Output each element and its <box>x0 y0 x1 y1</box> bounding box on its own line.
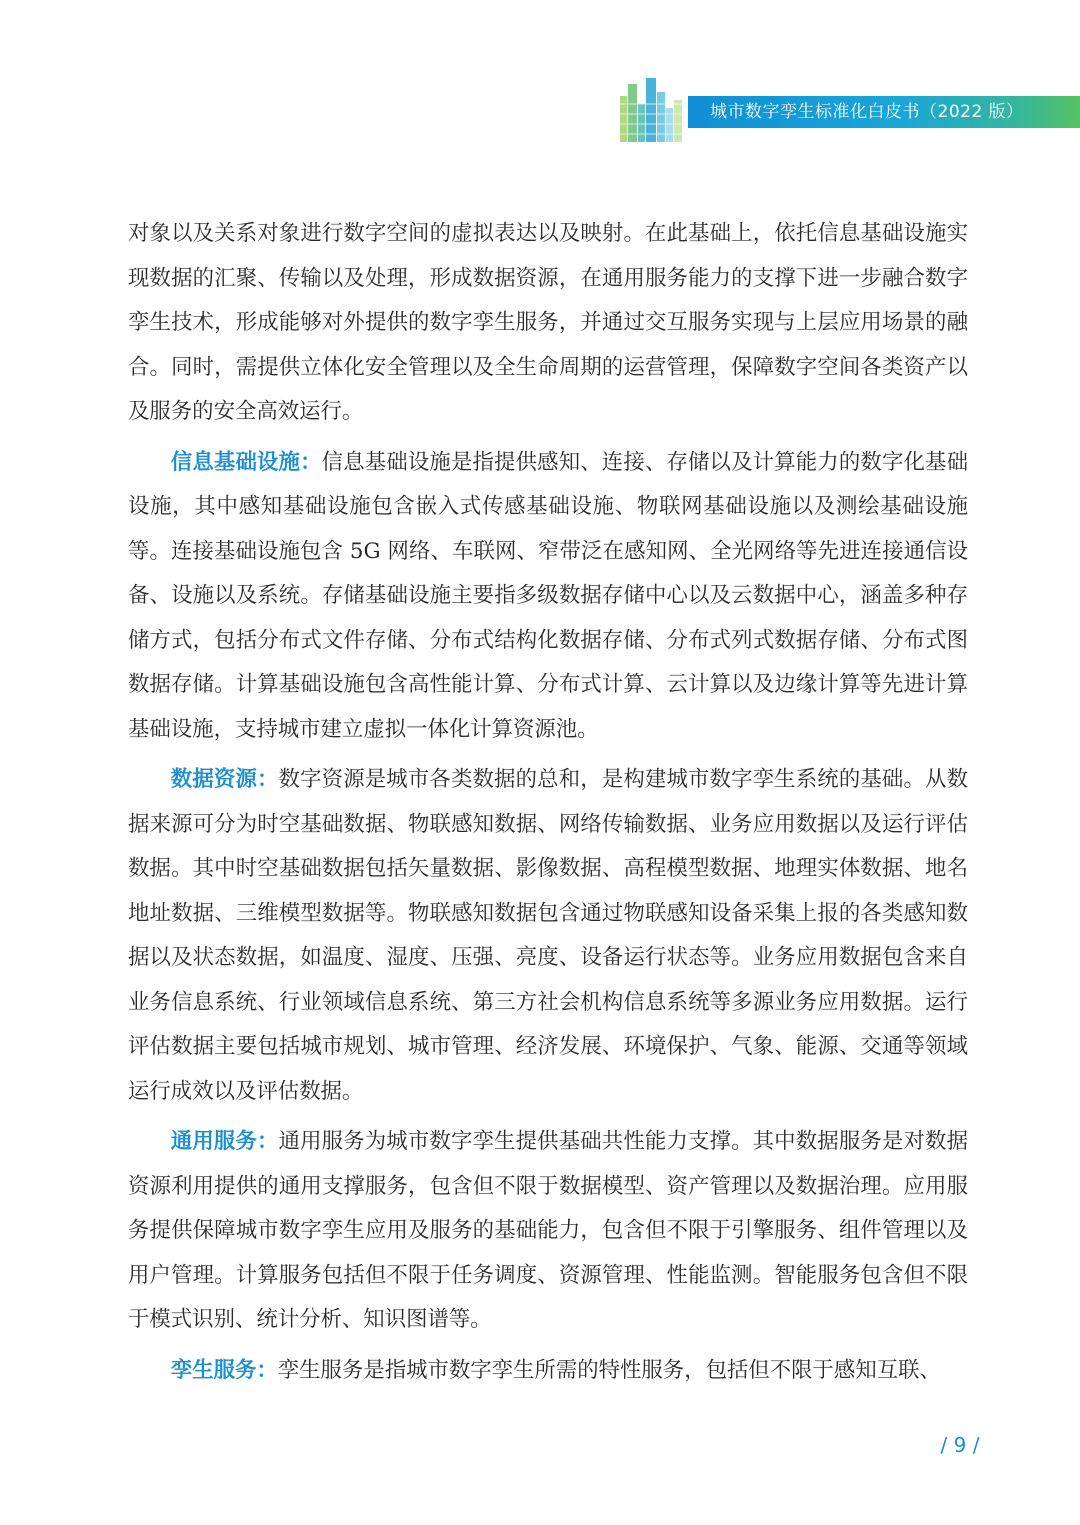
paragraph-term: 通用服务： <box>170 1129 279 1154</box>
paragraph-data-resources <box>128 758 968 1114</box>
document-body <box>128 212 968 1399</box>
paragraph-general-services <box>128 1120 968 1343</box>
paragraph-term: 孪生服务： <box>170 1357 278 1383</box>
paragraph-text: 数字资源是城市各类数据的总和，是构建城市数字孪生系统的基础。从数据来源可分为时空基础数据、物联感知数据、网络传输数据、业务应用数据以及运行评估数据。其中时空基础数据包括矢量数据、影像数据、高程模型数据、地理实体数据、地名地址数据、三维模型数据等。物联感知数据包含通过物联感知设备采集上报的各类感知数据以及状态数据，如温度、湿度、压强、亮度、设备运行状态等。业务应用数据包含来自业务信息系统、行业领域信息系统、第三方社会机构信息系统等多源业务应用数据。运行评估数据主要包括城市规划、城市管理、经济发展、环境保护、气象、能源、交通等领域运行成效以及评估数据。 <box>128 767 968 1104</box>
banner-title: 城市数字孪生标准化白皮书（2022 版） <box>710 102 1024 122</box>
header-banner <box>688 96 1080 128</box>
city-buildings-icon <box>618 74 690 142</box>
paragraph-intro-continuation <box>128 212 968 435</box>
paragraph-information-infrastructure <box>128 441 968 753</box>
paragraph-text: 通用服务为城市数字孪生提供基础共性能力支撑。其中数据服务是对数据资源利用提供的通用支撑服务，包含但不限于数据模型、资产管理以及数据治理。应用服务提供保障城市数字孪生应用及服务的基础能力，包含但不限于引擎服务、组件管理以及用户管理。计算服务包括但不限于任务调度、资源管理、性能监测。智能服务包含但不限于模式识别、统计分析、知识图谱等。 <box>128 1129 968 1332</box>
paragraph-twin-services <box>128 1349 968 1394</box>
paragraph-text: 信息基础设施是指提供感知、连接、存储以及计算能力的数字化基础设施，其中感知基础设施包含嵌入式传感基础设施、物联网基础设施以及测绘基础设施等。连接基础设施包含 5G 网络、车联网、窄带泛在感知网、全光网络等先进连接通信设备、设施以及系统。存储基础设施主要指多级数据存储中心以及云数据中心，涵盖多种存储方式，包括分布式文件存储、分布式结构化数据存储、分布式列式数据存储、分布式图数据存储。计算基础设施包含高性能计算、分布式计算、云计算以及边缘计算等先进计算基础设施，支持城市建立虚拟一体化计算资源池。 <box>128 449 968 742</box>
page-header <box>0 0 1080 150</box>
paragraph-term: 信息基础设施： <box>170 449 322 475</box>
paragraph-text: 孪生服务是指城市数字孪生所需的特性服务，包括但不限于感知互联、 <box>277 1357 941 1383</box>
paragraph-term: 数据资源： <box>170 767 279 792</box>
paragraph-text: 对象以及关系对象进行数字空间的虚拟表达以及映射。在此基础上，依托信息基础设施实现数据的汇聚、传输以及处理，形成数据资源，在通用服务能力的支撑下进一步融合数字孪生技术，形成能够对外提供的数字孪生服务，并通过交互服务实现与上层应用场景的融合。同时，需提供立体化安全管理以及全生命周期的运营管理，保障数字空间各类资产以及服务的安全高效运行。 <box>128 221 968 424</box>
page-number: / 9 / <box>940 1433 980 1457</box>
